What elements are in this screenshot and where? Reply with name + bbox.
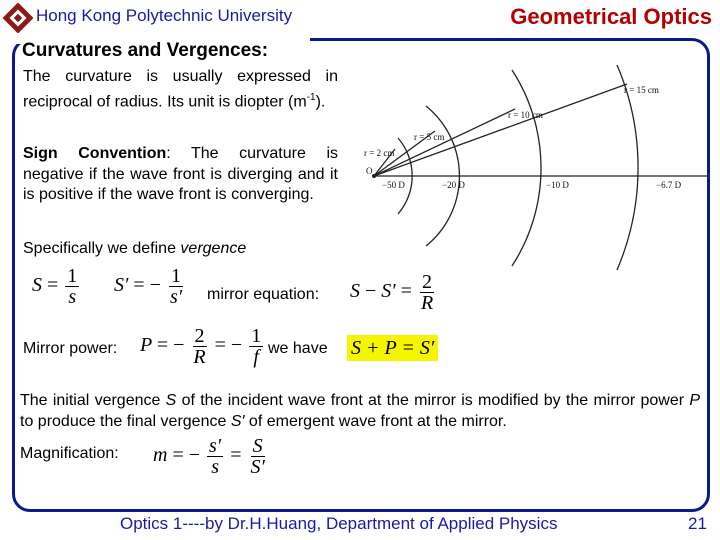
equation-object-vergence	[32, 266, 81, 307]
unit-superscript: -1	[306, 91, 316, 103]
wavefront-15cm	[617, 65, 638, 270]
denominator: R	[193, 346, 206, 368]
numerator: S	[252, 435, 263, 457]
text-run: The initial vergence	[20, 392, 166, 409]
eq-operator: = −	[172, 444, 201, 467]
eq-symbol: S	[32, 274, 42, 297]
sign-convention-paragraph	[23, 144, 338, 206]
denominator: s	[211, 456, 219, 478]
vergence-definition	[23, 240, 246, 258]
numerator: 2	[422, 271, 433, 293]
page-number: 21	[688, 514, 707, 533]
institution-name: Hong Kong Polytechnic University	[36, 6, 293, 25]
denominator: s	[68, 286, 77, 308]
eq-symbol: m	[153, 444, 168, 467]
eq-symbol: S′	[114, 274, 129, 297]
symbol-S: S	[165, 392, 177, 409]
sign-convention-text: : The curvature is negative if the wave front is diverging and it is positive if the wave front is converging.	[23, 145, 338, 203]
sign-convention-term: Sign Convention	[23, 145, 167, 162]
radius-line-15cm	[374, 84, 627, 176]
vergence-label-50D: −50 D	[382, 180, 405, 190]
eq-operator: = −	[156, 334, 185, 357]
fraction	[168, 266, 184, 307]
fraction	[65, 266, 79, 307]
numerator: 1	[251, 325, 262, 347]
eq-symbol: S′	[381, 280, 396, 303]
numerator: 2	[194, 325, 205, 347]
curvature-paragraph	[23, 67, 338, 112]
equation-magnification	[153, 436, 269, 477]
origin-label: O	[366, 166, 373, 176]
radius-label-10cm: r = 10 cm	[508, 110, 543, 120]
vergence-label-6-7D: −6.7 D	[656, 180, 682, 190]
radius-label-2cm: r = 2 cm	[364, 148, 395, 158]
symbol-S-prime: S′	[230, 413, 245, 430]
vergence-paragraph	[20, 390, 700, 432]
fraction	[248, 436, 266, 477]
equation-mirror-power	[140, 326, 265, 367]
university-logo-icon	[3, 3, 33, 33]
curvature-text: The curvature is usually expressed in reciprocal of radius. Its unit is diopter (m	[23, 68, 338, 110]
fraction	[249, 326, 263, 367]
eq-operator: = −	[133, 274, 161, 297]
eq-symbol: P	[140, 334, 152, 357]
wavefront-10cm	[512, 70, 541, 266]
denominator: S′	[250, 456, 265, 478]
fraction	[419, 272, 435, 313]
text-run: of the incident wave front at the mirror is modified by the mirror power	[176, 392, 690, 409]
radius-label-5cm: r = 5 cm	[414, 132, 445, 142]
eq-operator: −	[365, 280, 377, 303]
origin-point	[372, 174, 376, 178]
vergence-term: vergence	[180, 240, 247, 257]
numerator: 1	[67, 265, 78, 287]
eq-operator: =	[230, 444, 242, 467]
mirror-equation-label: mirror equation:	[207, 286, 320, 303]
symbol-P: P	[689, 392, 700, 409]
eq-operator: = −	[214, 334, 243, 357]
combined-equation	[347, 337, 438, 360]
highlighted-equation: S + P = S′	[347, 335, 438, 361]
equation-mirror	[350, 272, 437, 313]
fraction	[207, 436, 223, 477]
denominator: R	[420, 292, 434, 314]
denominator: s′	[169, 286, 183, 308]
footer-credit: Optics 1----by Dr.H.Huang, Department of Applied Physics	[120, 514, 558, 533]
eq-operator: =	[47, 274, 59, 297]
we-have-label: we have	[268, 340, 328, 357]
wavefront-curvature-figure	[362, 60, 712, 270]
vergence-lead: Specifically we define	[23, 240, 181, 257]
text-run: of emergent wave front at the mirror.	[244, 413, 507, 430]
radius-line-10cm	[374, 109, 515, 176]
fraction	[191, 326, 207, 367]
numerator: s′	[209, 435, 222, 457]
eq-symbol: S	[350, 280, 360, 303]
equation-image-vergence	[114, 266, 186, 307]
mirror-power-label: Mirror power:	[23, 340, 118, 357]
curvature-text-end: ).	[315, 92, 326, 110]
section-title: Curvatures and Vergences:	[22, 40, 269, 61]
vergence-label-20D: −20 D	[442, 180, 465, 190]
eq-operator: =	[400, 280, 412, 303]
text-run: to produce the final vergence	[20, 413, 231, 430]
denominator: f	[253, 346, 259, 368]
numerator: 1	[171, 265, 182, 287]
magnification-label: Magnification:	[20, 445, 119, 462]
radius-label-15cm: r = 15 cm	[624, 85, 659, 95]
vergence-label-10D: −10 D	[546, 180, 569, 190]
slide-header-title: Geometrical Optics	[510, 4, 712, 29]
